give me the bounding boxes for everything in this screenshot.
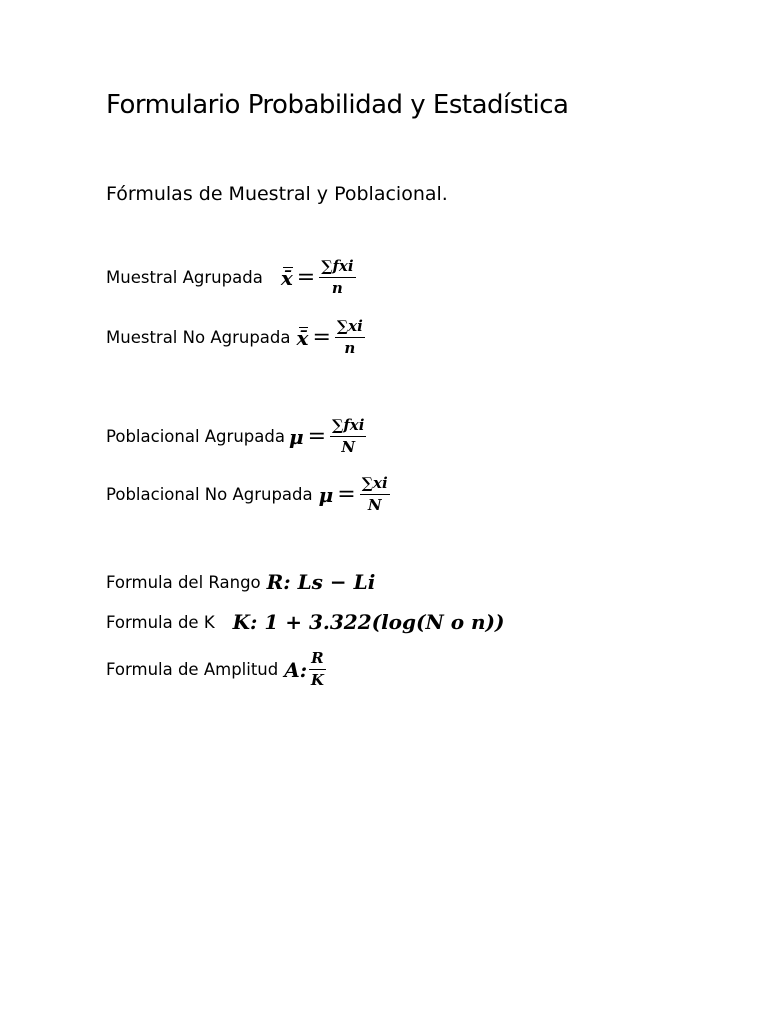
equals-sign: = xyxy=(307,424,327,450)
formula-label: Formula del Rango xyxy=(106,572,261,592)
formula-math xyxy=(281,258,356,298)
formula-rango xyxy=(106,570,375,594)
equals-sign: = xyxy=(337,482,356,508)
formula-amplitud xyxy=(106,650,326,690)
formula-math: K: 1 + 3.322(log(N o n)) xyxy=(232,610,505,634)
mean-symbol: x̄ xyxy=(296,325,309,350)
fraction-numerator: ∑fxi xyxy=(330,417,366,437)
formula-label: Poblacional No Agrupada xyxy=(106,485,313,505)
formula-math xyxy=(297,318,365,358)
fraction xyxy=(319,258,355,298)
formula-muestral-no-agrupada xyxy=(106,318,365,358)
formula-label: Poblacional Agrupada xyxy=(106,427,285,447)
mu-symbol: μ xyxy=(318,482,334,507)
fraction xyxy=(335,318,365,358)
formula-label: Muestral No Agrupada xyxy=(106,328,291,348)
section-subtitle: Fórmulas de Muestral y Poblacional. xyxy=(106,183,448,205)
fraction-denominator: n xyxy=(344,339,356,358)
mean-symbol: x̄ xyxy=(280,265,293,290)
fraction-numerator: ∑xi xyxy=(335,318,365,338)
document-title: Formulario Probabilidad y Estadística xyxy=(106,90,569,120)
formula-k xyxy=(106,610,504,634)
fraction xyxy=(360,475,390,515)
fraction xyxy=(330,417,366,457)
amplitude-symbol: A: xyxy=(284,657,308,682)
formula-muestral-agrupada xyxy=(106,258,356,298)
fraction-numerator: ∑fxi xyxy=(319,258,355,278)
equals-sign: = xyxy=(312,325,331,351)
formula-math xyxy=(289,417,366,457)
mu-symbol: μ xyxy=(288,424,304,449)
fraction-denominator: K xyxy=(310,671,324,690)
fraction-numerator: ∑xi xyxy=(360,475,390,495)
formula-label: Formula de Amplitud xyxy=(106,660,279,680)
formula-poblacional-agrupada xyxy=(106,417,366,457)
formula-math xyxy=(284,650,325,690)
formula-math: R: Ls − Li xyxy=(266,570,376,594)
fraction-denominator: n xyxy=(331,279,343,298)
fraction-denominator: N xyxy=(367,496,382,515)
fraction-denominator: N xyxy=(341,438,356,457)
formula-label: Formula de K xyxy=(106,612,215,632)
formula-math xyxy=(319,475,390,515)
fraction xyxy=(309,650,325,690)
formula-label: Muestral Agrupada xyxy=(106,268,263,288)
equals-sign: = xyxy=(296,265,316,291)
fraction-numerator: R xyxy=(309,650,325,670)
formula-poblacional-no-agrupada xyxy=(106,475,390,515)
